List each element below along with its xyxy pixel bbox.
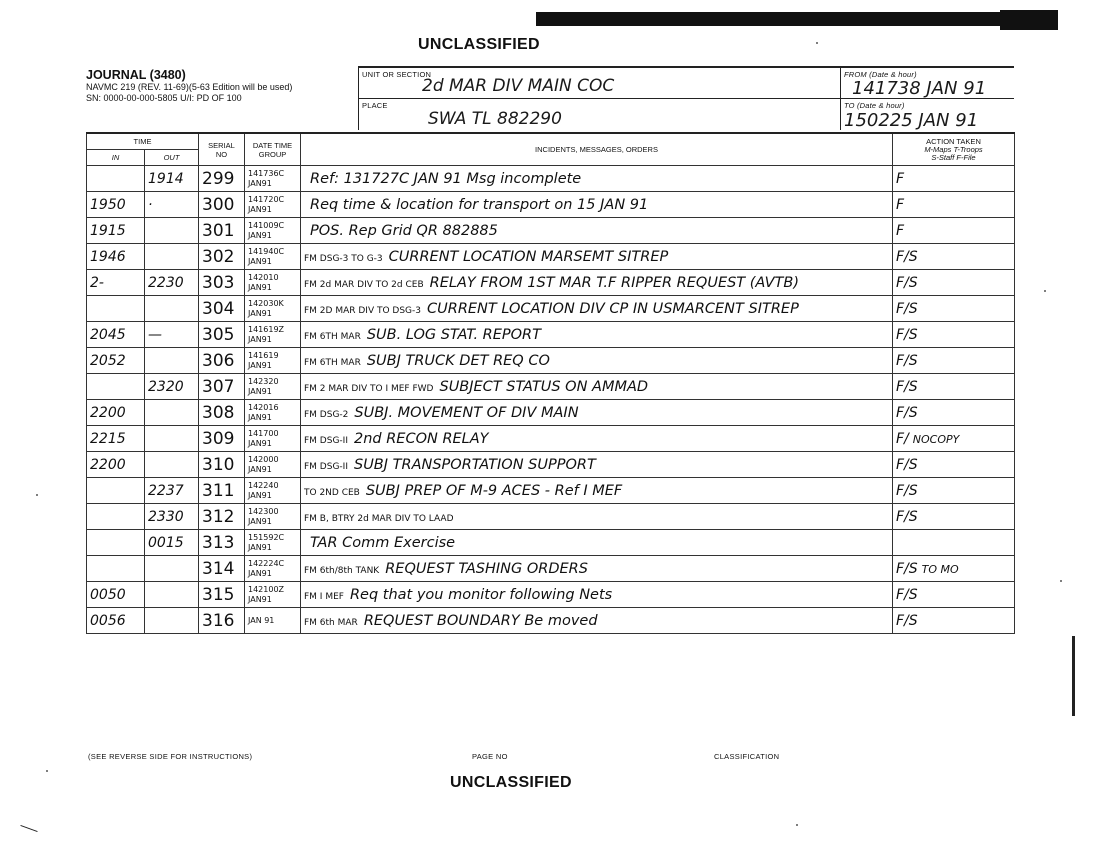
message-text: SUB. LOG STAT. REPORT	[366, 326, 541, 343]
message-cell	[301, 244, 893, 270]
table-row	[87, 296, 1015, 322]
table-row	[87, 426, 1015, 452]
dtg-cell: 141619 JAN91	[245, 348, 301, 374]
table-row	[87, 374, 1015, 400]
message-text: Req time & location for transport on 15 JAN 91	[310, 196, 649, 213]
time-in-cell: 2-	[87, 270, 145, 296]
time-out-cell: 1914	[145, 166, 199, 192]
action-legend-2: S-Staff F-File	[931, 152, 976, 162]
time-in-cell: 0056	[87, 608, 145, 634]
message-text: CURRENT LOCATION DIV CP IN USMARCENT SITREP	[427, 300, 799, 317]
time-in-cell	[87, 556, 145, 582]
time-in-cell: 2052	[87, 348, 145, 374]
dtg-cell: 151592C JAN91	[245, 530, 301, 556]
message-routing: FM DSG-II	[304, 435, 348, 446]
message-cell	[301, 218, 893, 244]
dtg-cell: 141940C JAN91	[245, 244, 301, 270]
action-cell	[893, 166, 1015, 192]
message-routing: TO 2ND CEB	[304, 487, 360, 498]
action-code: F/S	[896, 352, 918, 369]
action-cell	[893, 530, 1015, 556]
journal-log-body	[87, 166, 1015, 634]
action-cell	[893, 192, 1015, 218]
dtg-cell: 141009C JAN91	[245, 218, 301, 244]
time-out-cell: 2237	[145, 478, 199, 504]
message-cell	[301, 166, 893, 192]
action-code: F/S	[896, 560, 918, 577]
table-row	[87, 270, 1015, 296]
scan-speck	[796, 824, 798, 826]
message-cell	[301, 504, 893, 530]
table-row	[87, 348, 1015, 374]
message-cell	[301, 556, 893, 582]
time-out-cell: 2320	[145, 374, 199, 400]
action-cell	[893, 478, 1015, 504]
dtg-cell: 141700 JAN91	[245, 426, 301, 452]
action-code: F/S	[896, 326, 918, 343]
serial-cell: 315	[199, 582, 245, 608]
unit-value: 2d MAR DIV MAIN COC	[422, 76, 615, 96]
time-out-cell	[145, 218, 199, 244]
scan-speck	[1060, 580, 1062, 582]
message-text: CURRENT LOCATION MARSEMT SITREP	[388, 248, 669, 265]
dtg-cell: 142320 JAN91	[245, 374, 301, 400]
message-cell	[301, 452, 893, 478]
action-code: F/S	[896, 508, 918, 525]
dtg-cell: 142016 JAN91	[245, 400, 301, 426]
serial-cell: 303	[199, 270, 245, 296]
message-routing: FM DSG-II	[304, 461, 348, 472]
time-out-cell	[145, 608, 199, 634]
message-cell	[301, 478, 893, 504]
action-code: F/S	[896, 482, 918, 499]
classification-bottom: UNCLASSIFIED	[450, 774, 572, 791]
action-cell	[893, 556, 1015, 582]
table-row	[87, 322, 1015, 348]
table-row	[87, 582, 1015, 608]
action-cell	[893, 582, 1015, 608]
time-out-cell: 2330	[145, 504, 199, 530]
serial-cell: 308	[199, 400, 245, 426]
unit-label: UNIT OR SECTION	[362, 70, 432, 79]
journal-log-table	[86, 132, 1015, 634]
time-in-label: IN	[87, 150, 145, 165]
message-text: SUBJ TRANSPORTATION SUPPORT	[353, 456, 596, 473]
action-cell	[893, 348, 1015, 374]
dtg-cell: 141736C JAN91	[245, 166, 301, 192]
message-routing: FM I MEF	[304, 591, 344, 602]
redaction-bar	[536, 12, 1058, 26]
action-code: F/S	[896, 300, 918, 317]
time-out-cell: 2230	[145, 270, 199, 296]
time-out-cell	[145, 296, 199, 322]
action-label: ACTION TAKEN	[926, 136, 981, 146]
serial-cell: 312	[199, 504, 245, 530]
action-code: F	[896, 170, 905, 187]
time-out-cell	[145, 244, 199, 270]
scan-speck	[816, 42, 818, 44]
time-out-cell	[145, 452, 199, 478]
time-in-cell	[87, 166, 145, 192]
time-out-label: OUT	[163, 153, 180, 162]
message-cell	[301, 270, 893, 296]
message-routing: FM DSG-3 TO G-3	[304, 253, 383, 264]
message-cell	[301, 426, 893, 452]
time-out-cell	[145, 582, 199, 608]
action-code: F/S	[896, 378, 918, 395]
time-in-cell	[87, 530, 145, 556]
table-header-row	[87, 133, 1015, 166]
serial-cell: 307	[199, 374, 245, 400]
message-routing: FM 2 MAR DIV TO I MEF FWD	[304, 383, 434, 394]
dtg-cell: 142000 JAN91	[245, 452, 301, 478]
table-row	[87, 244, 1015, 270]
table-row	[87, 218, 1015, 244]
message-routing: FM 6th/8th TANK	[304, 565, 380, 576]
serial-cell: 311	[199, 478, 245, 504]
message-text: Req that you monitor following Nets	[349, 586, 613, 603]
dtg-cell: 142240 JAN91	[245, 478, 301, 504]
dtg-header: DATE TIME GROUP	[245, 133, 301, 166]
action-cell	[893, 244, 1015, 270]
journal-stock-number: SN: 0000-00-000-5805 U/I: PD OF 100	[86, 93, 242, 103]
serial-cell: 314	[199, 556, 245, 582]
message-text: SUBJ PREP OF M-9 ACES - Ref I MEF	[365, 482, 623, 499]
messages-header: INCIDENTS, MESSAGES, ORDERS	[301, 133, 893, 166]
time-out-cell: 0015	[145, 530, 199, 556]
dtg-cell: 142300 JAN91	[245, 504, 301, 530]
serial-header: SERIAL NO	[199, 133, 245, 166]
dtg-cell: 142010 JAN91	[245, 270, 301, 296]
table-row	[87, 400, 1015, 426]
dtg-cell: 142224C JAN91	[245, 556, 301, 582]
table-row	[87, 166, 1015, 192]
from-label: FROM (Date & hour)	[844, 70, 917, 79]
serial-cell: 302	[199, 244, 245, 270]
footer-classification: CLASSIFICATION	[714, 752, 780, 761]
message-routing: FM B, BTRY 2d MAR DIV TO LAAD	[304, 513, 454, 524]
time-out-cell	[145, 348, 199, 374]
message-text: REQUEST TASHING ORDERS	[385, 560, 588, 577]
to-value: 150225 JAN 91	[844, 110, 979, 131]
action-cell	[893, 452, 1015, 478]
time-in-cell: 2215	[87, 426, 145, 452]
time-in-cell: 2045	[87, 322, 145, 348]
action-code: F/S	[896, 586, 918, 603]
serial-cell: 300	[199, 192, 245, 218]
message-routing: FM 6TH MAR	[304, 331, 361, 342]
dtg-cell: JAN 91	[245, 608, 301, 634]
time-out-cell	[145, 556, 199, 582]
action-cell	[893, 504, 1015, 530]
message-cell	[301, 530, 893, 556]
action-code: F/S	[896, 248, 918, 265]
dtg-cell: 142100Z JAN91	[245, 582, 301, 608]
scan-speck	[36, 494, 38, 496]
action-legend-1: M-Maps T-Troops	[924, 144, 983, 154]
time-in-cell	[87, 504, 145, 530]
action-note: NOCOPY	[912, 432, 960, 446]
message-text: SUBJ TRUCK DET REQ CO	[366, 352, 550, 369]
time-header	[87, 133, 199, 166]
action-code: F	[896, 222, 905, 239]
message-routing: FM 6th MAR	[304, 617, 358, 628]
time-in-cell: 0050	[87, 582, 145, 608]
message-routing: FM DSG-2	[304, 409, 349, 420]
message-text: SUBJECT STATUS ON AMMAD	[439, 378, 649, 395]
message-cell	[301, 322, 893, 348]
message-cell	[301, 348, 893, 374]
serial-cell: 313	[199, 530, 245, 556]
message-text: POS. Rep Grid QR 882885	[310, 222, 498, 239]
action-cell	[893, 296, 1015, 322]
action-cell	[893, 400, 1015, 426]
margin-mark	[20, 825, 37, 832]
to-label: TO (Date & hour)	[844, 101, 905, 110]
dtg-cell: 141720C JAN91	[245, 192, 301, 218]
serial-cell: 304	[199, 296, 245, 322]
action-cell	[893, 374, 1015, 400]
place-value: SWA TL 882290	[428, 109, 562, 129]
message-text: TAR Comm Exercise	[310, 534, 456, 551]
footer-instructions: (SEE REVERSE SIDE FOR INSTRUCTIONS)	[88, 752, 253, 761]
footer-page-no: PAGE NO	[472, 752, 508, 761]
serial-cell: 309	[199, 426, 245, 452]
message-cell	[301, 374, 893, 400]
time-out-cell: ·	[145, 192, 199, 218]
action-cell	[893, 218, 1015, 244]
time-in-cell: 2200	[87, 452, 145, 478]
time-out-cell: —	[145, 322, 199, 348]
from-value: 141738 JAN 91	[852, 78, 987, 99]
action-code: F/S	[896, 404, 918, 421]
message-cell	[301, 400, 893, 426]
serial-cell: 299	[199, 166, 245, 192]
time-in-cell: 1915	[87, 218, 145, 244]
serial-cell: 301	[199, 218, 245, 244]
action-note: TO MO	[921, 562, 959, 576]
time-in-cell: 1950	[87, 192, 145, 218]
message-text: RELAY FROM 1ST MAR T.F RIPPER REQUEST (AVTB)	[429, 274, 800, 291]
dtg-cell: 141619Z JAN91	[245, 322, 301, 348]
action-code: F/S	[896, 274, 918, 291]
message-text: 2nd RECON RELAY	[353, 430, 489, 447]
message-cell	[301, 582, 893, 608]
message-cell	[301, 192, 893, 218]
message-routing: FM 2D MAR DIV TO DSG-3	[304, 305, 421, 316]
message-routing: FM 2d MAR DIV TO 2d CEB	[304, 279, 424, 290]
dtg-cell: 142030K JAN91	[245, 296, 301, 322]
action-cell	[893, 426, 1015, 452]
redaction-bar-end	[1000, 10, 1058, 30]
scan-speck	[46, 770, 48, 772]
classification-top: UNCLASSIFIED	[418, 36, 540, 53]
table-row	[87, 608, 1015, 634]
message-cell	[301, 608, 893, 634]
action-cell	[893, 608, 1015, 634]
time-out-cell	[145, 400, 199, 426]
action-code: F/S	[896, 612, 918, 629]
action-cell	[893, 270, 1015, 296]
header-top-rule	[358, 66, 1014, 68]
serial-cell: 316	[199, 608, 245, 634]
action-header	[893, 133, 1015, 166]
serial-cell: 310	[199, 452, 245, 478]
message-text: REQUEST BOUNDARY Be moved	[363, 612, 598, 629]
message-text: Ref: 131727C JAN 91 Msg incomplete	[310, 170, 582, 187]
time-in-cell	[87, 478, 145, 504]
serial-cell: 306	[199, 348, 245, 374]
message-routing: FM 6TH MAR	[304, 357, 361, 368]
time-out-cell	[145, 426, 199, 452]
journal-header	[86, 68, 292, 104]
time-in-cell: 1946	[87, 244, 145, 270]
time-in-cell: 2200	[87, 400, 145, 426]
place-label: PLACE	[362, 101, 388, 110]
journal-title: JOURNAL (3480)	[86, 68, 186, 82]
action-code: F	[896, 196, 905, 213]
margin-mark	[1072, 636, 1075, 716]
table-row	[87, 504, 1015, 530]
action-code: F/S	[896, 456, 918, 473]
serial-cell: 305	[199, 322, 245, 348]
message-cell	[301, 296, 893, 322]
action-cell	[893, 322, 1015, 348]
table-row	[87, 530, 1015, 556]
table-row	[87, 452, 1015, 478]
message-text: SUBJ. MOVEMENT OF DIV MAIN	[354, 404, 579, 421]
time-in-cell	[87, 374, 145, 400]
time-label: TIME	[87, 134, 198, 150]
table-row	[87, 556, 1015, 582]
journal-form-number: NAVMC 219 (REV. 11-69)(5-63 Edition will be used)	[86, 82, 293, 92]
table-row	[87, 192, 1015, 218]
scan-speck	[1044, 290, 1046, 292]
table-row	[87, 478, 1015, 504]
time-in-cell	[87, 296, 145, 322]
action-code: F/	[896, 430, 909, 447]
